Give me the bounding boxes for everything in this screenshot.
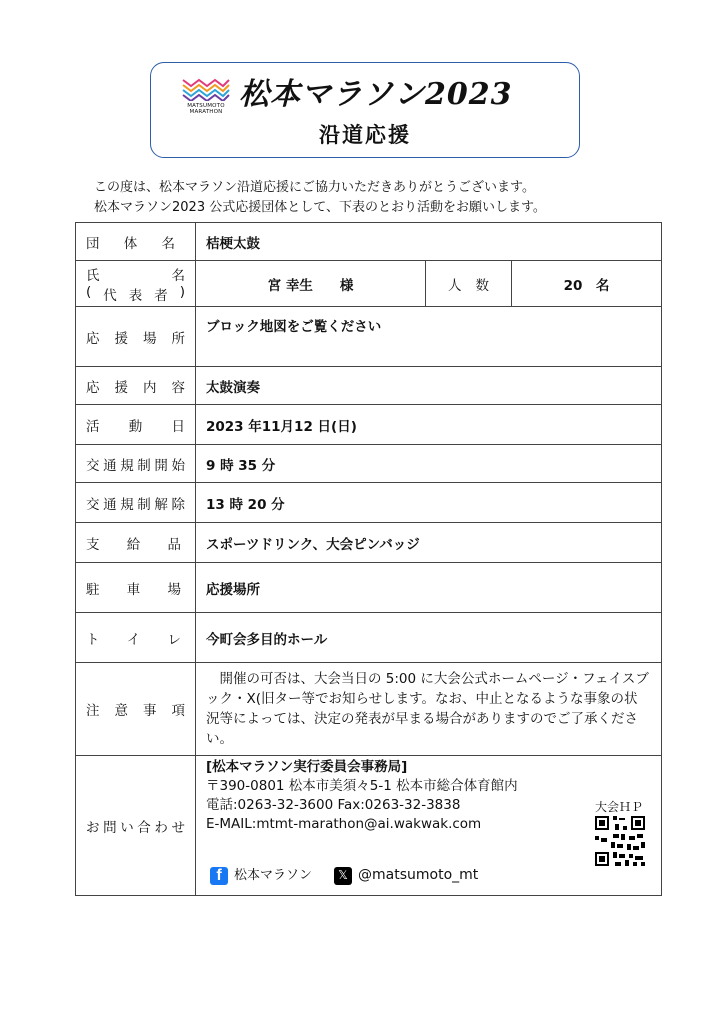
label-group-name: 団 体 名 — [76, 223, 196, 261]
x-account[interactable]: @matsumoto_mt — [358, 867, 479, 883]
qr-label: 大会ＨＰ — [594, 800, 643, 814]
label-supply: 支 給 品 — [76, 523, 196, 563]
logo-text: MATSUMOTO MARATHON — [187, 103, 225, 115]
representative-name: 宮 幸生 様 — [196, 261, 426, 307]
intro-text — [94, 178, 546, 218]
contact-info — [196, 756, 662, 896]
qr-code-icon[interactable] — [593, 814, 647, 868]
row-supply — [76, 523, 662, 563]
logo — [181, 75, 231, 123]
event-title: 松本マラソン2023 — [239, 77, 513, 112]
people-count-value: 20 名 — [512, 261, 662, 307]
title-box — [150, 62, 580, 158]
row-place — [76, 307, 662, 367]
contact-address: 〒390-0801 松本市美須々5-1 松本市総合体育館内 — [206, 778, 518, 794]
place-value: ブロック地図をご覧ください — [196, 307, 662, 367]
row-toilet — [76, 613, 662, 663]
row-date — [76, 405, 662, 445]
contact-phone: 電話:0263-32-3600 Fax:0263-32-3838 — [206, 797, 461, 813]
intro-line-1: この度は、松本マラソン沿道応援にご協力いただきありがとうございます。 — [94, 180, 535, 195]
label-parking: 駐 車 場 — [76, 563, 196, 613]
label-toilet: ト イ レ — [76, 613, 196, 663]
x-icon[interactable]: 𝕏 — [334, 867, 352, 885]
label-contact: お 問 い 合 わ せ — [76, 756, 196, 896]
row-parking — [76, 563, 662, 613]
row-contact — [76, 756, 662, 896]
info-table — [75, 222, 662, 896]
group-name-value: 桔梗太鼓 — [196, 223, 662, 261]
row-regulation-end — [76, 483, 662, 523]
row-notice — [76, 663, 662, 756]
logo-wave-icon — [181, 75, 231, 101]
contact-email[interactable]: E-MAIL:mtmt-marathon@ai.wakwak.com — [206, 816, 482, 832]
sns-links — [210, 866, 478, 885]
label-date: 活 動 日 — [76, 405, 196, 445]
toilet-value: 今町会多目的ホール — [196, 613, 662, 663]
intro-line-2: 松本マラソン2023 公式応援団体として、下表のとおり活動をお願いします。 — [94, 200, 546, 215]
label-regulation-end: 交 通 規 制 解 除 — [76, 483, 196, 523]
row-representative — [76, 261, 662, 307]
label-people-count: 人 数 — [426, 261, 512, 307]
label-place: 応 援 場 所 — [76, 307, 196, 367]
supply-value: スポーツドリンク、大会ピンバッジ — [196, 523, 662, 563]
label-content: 応 援 内 容 — [76, 367, 196, 405]
label-notice: 注 意 事 項 — [76, 663, 196, 756]
regulation-end-value: 13 時 20 分 — [196, 483, 662, 523]
parking-value: 応援場所 — [196, 563, 662, 613]
facebook-account[interactable]: 松本マラソン — [234, 868, 313, 883]
content-value: 太鼓演奏 — [196, 367, 662, 405]
facebook-icon[interactable]: f — [210, 867, 228, 885]
row-regulation-start — [76, 445, 662, 483]
row-content — [76, 367, 662, 405]
contact-organization: [松本マラソン実行委員会事務局] — [206, 759, 408, 775]
regulation-start-value: 9 時 35 分 — [196, 445, 662, 483]
label-regulation-start: 交 通 規 制 開 始 — [76, 445, 196, 483]
row-group-name — [76, 223, 662, 261]
notice-value: 開催の可否は、大会当日の 5:00 に大会公式ホームページ・フェイスブック・X(旧ター等でお知らせします。なお、中止となるような事象の状況等によっては、決定の発表が早まる場合がありますのでご了承ください。 — [196, 663, 662, 756]
page-subtitle: 沿道応援 — [319, 123, 411, 147]
date-value: 2023 年11月12 日(日) — [196, 405, 662, 445]
label-representative: 氏 名 ( 代 表 者 ) — [76, 261, 196, 307]
